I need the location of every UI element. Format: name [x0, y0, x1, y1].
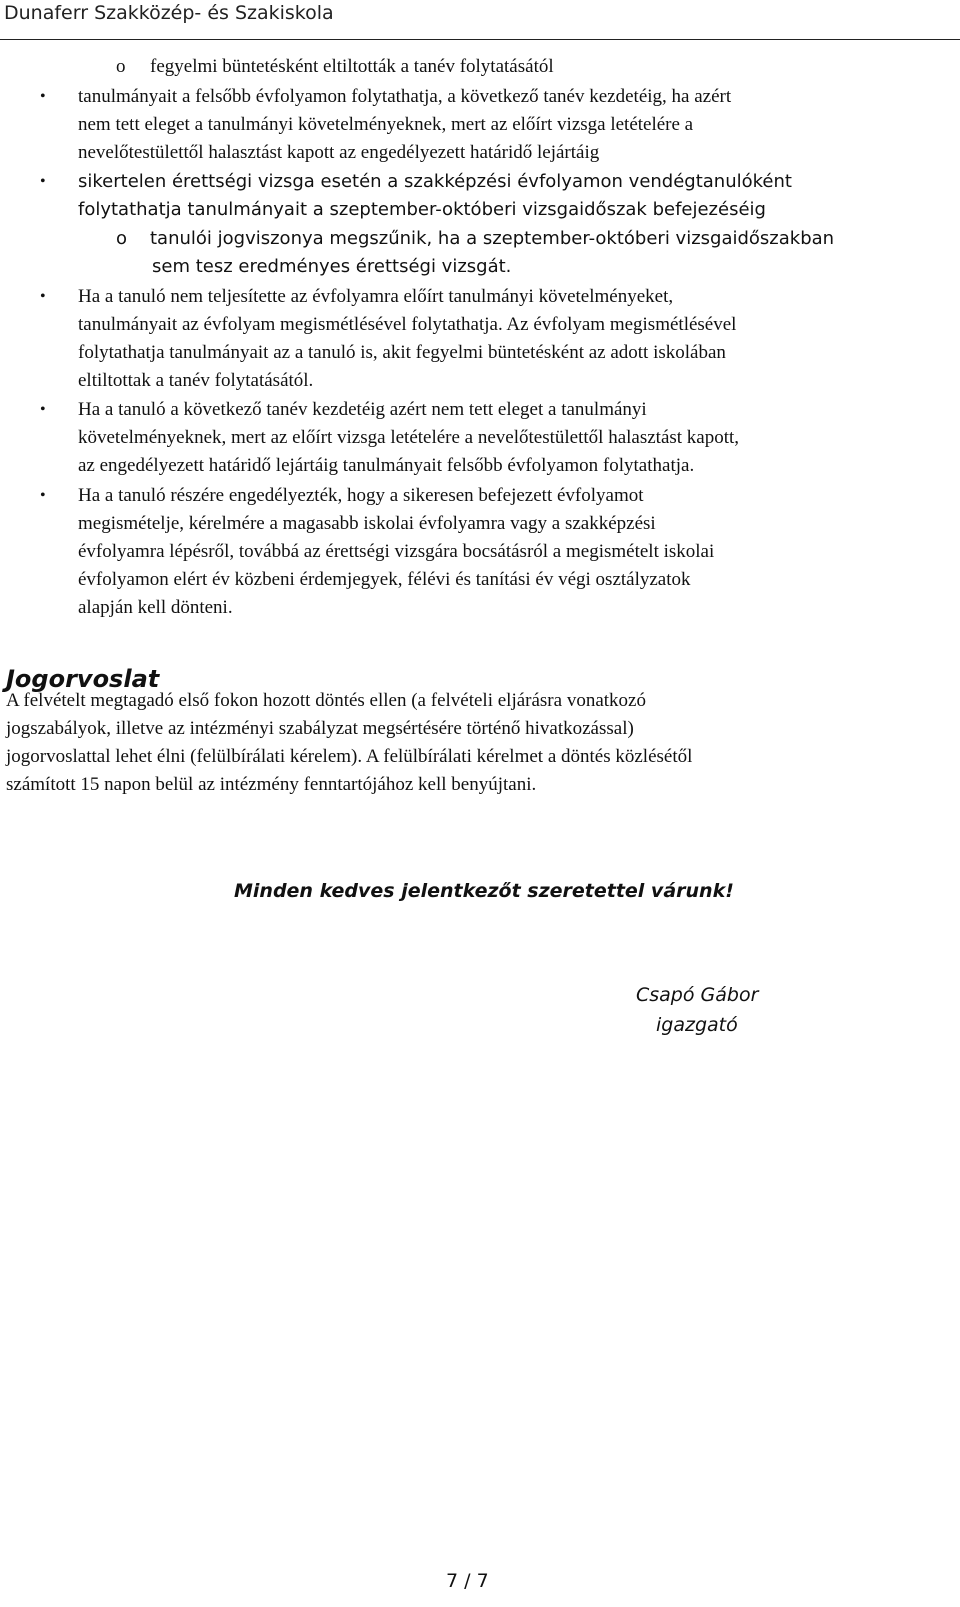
- bullet-marker: •: [40, 487, 46, 504]
- list-line: Ha a tanuló a következő tanév kezdetéig azért nem tett eleget a tanulmányi: [78, 399, 647, 420]
- section-heading: Jogorvoslat: [6, 665, 160, 693]
- closing-message: Minden kedves jelentkezőt szeretettel várunk!: [234, 880, 734, 902]
- bullet-marker: •: [40, 288, 46, 305]
- school-name: Dunaferr Szakközép- és Szakiskola: [4, 2, 334, 24]
- signature-name: Csapó Gábor: [636, 984, 759, 1006]
- bullet-marker: •: [40, 401, 46, 418]
- paragraph-line: jogorvoslattal lehet élni (felülbírálati kérelem). A felülbírálati kérelmet a döntés közlésétől: [6, 746, 693, 767]
- sub-bullet-marker: o: [116, 228, 128, 249]
- paragraph-line: jogszabályok, illetve az intézményi szabályzat megsértésére történő hivatkozással): [6, 718, 634, 739]
- bullet-marker: •: [40, 173, 46, 190]
- bullet-marker: •: [40, 88, 46, 105]
- list-line: sem tesz eredményes érettségi vizsgát.: [152, 256, 512, 277]
- sub-bullet-marker: o: [116, 56, 126, 77]
- list-line: követelményeknek, mert az előírt vizsga letételére a nevelőtestülettől halasztást kapott,: [78, 427, 740, 448]
- list-line: tanulmányait a felsőbb évfolyamon folytathatja, a következő tanév kezdetéig, ha azért: [78, 86, 732, 107]
- paragraph-line: A felvételt megtagadó első fokon hozott döntés ellen (a felvételi eljárásra vonatkozó: [6, 690, 646, 711]
- list-line: folytathatja tanulmányait a szeptember-októberi vizsgaidőszak befejezéséig: [78, 199, 766, 220]
- list-line: eltiltottak a tanév folytatásától.: [78, 370, 314, 391]
- list-line: évfolyamra lépésről, továbbá az érettségi vizsgára bocsátásról a megismételt iskolai: [78, 541, 715, 562]
- list-line: sikertelen érettségi vizsga esetén a szakképzési évfolyamon vendégtanulóként: [78, 171, 792, 192]
- list-line: nem tett eleget a tanulmányi követelményeknek, mert az előírt vizsga letételére a: [78, 114, 694, 135]
- list-line: fegyelmi büntetésként eltiltották a tanév folytatásától: [150, 56, 554, 77]
- list-line: tanulói jogviszonya megszűnik, ha a szeptember-októberi vizsgaidőszakban: [150, 228, 835, 249]
- paragraph-line: számított 15 napon belül az intézmény fenntartójához kell benyújtani.: [6, 774, 537, 795]
- list-line: megismételje, kérelmére a magasabb iskolai évfolyamra vagy a szakképzési: [78, 513, 656, 534]
- list-line: folytathatja tanulmányait az a tanuló is, akit fegyelmi büntetésként az adott iskolában: [78, 342, 726, 363]
- list-line: évfolyamon elért év közbeni érdemjegyek, félévi és tanítási év végi osztályzatok: [78, 569, 691, 590]
- list-line: nevelőtestülettől halasztást kapott az engedélyezett határidő lejártáig: [78, 142, 600, 163]
- page-header: [0, 0, 960, 40]
- list-line: alapján kell dönteni.: [78, 597, 233, 618]
- list-line: az engedélyezett határidő lejártáig tanulmányait felsőbb évfolyamon folytathatja.: [78, 455, 695, 476]
- page-number: 7 / 7: [446, 1570, 489, 1592]
- signature-role: igazgató: [656, 1014, 738, 1036]
- list-line: Ha a tanuló részére engedélyezték, hogy a sikeresen befejezett évfolyamot: [78, 485, 644, 506]
- list-line: tanulmányait az évfolyam megismétlésével folytathatja. Az évfolyam megismétlésével: [78, 314, 737, 335]
- list-line: Ha a tanuló nem teljesítette az évfolyamra előírt tanulmányi követelményeket,: [78, 286, 674, 307]
